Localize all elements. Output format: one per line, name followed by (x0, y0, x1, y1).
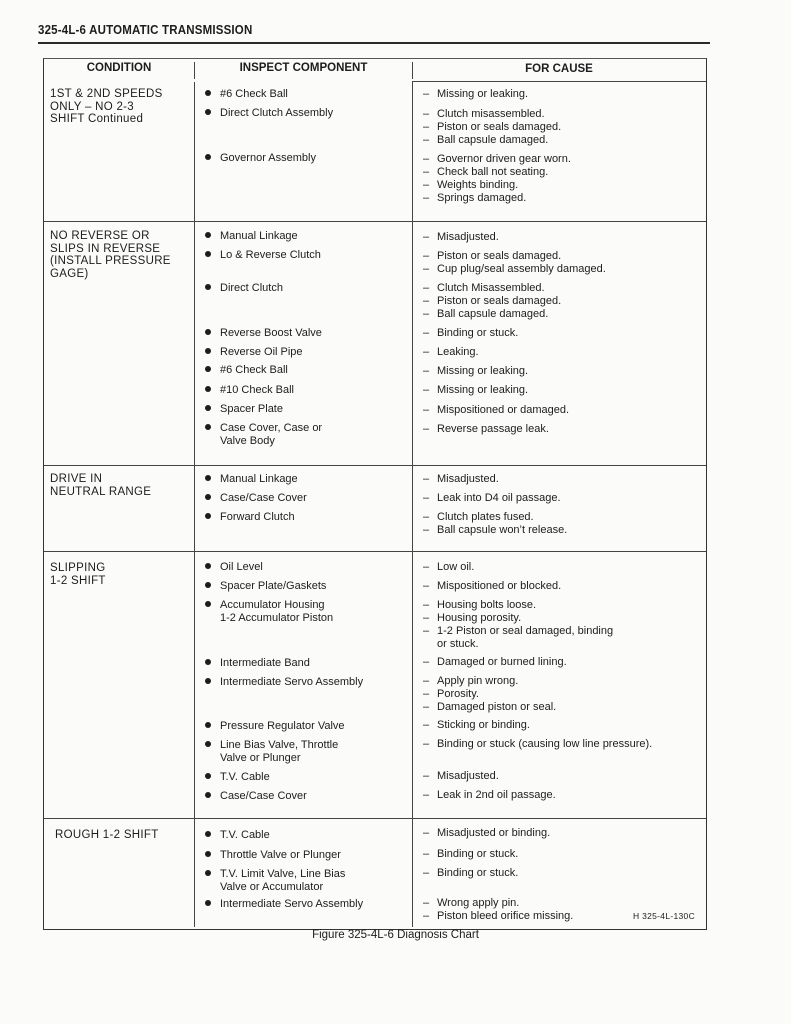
cause-item: – Ball capsule won’t release. (423, 524, 568, 536)
cause-item: – Piston or seals damaged. (423, 250, 562, 262)
cause-item: – Misadjusted. (423, 231, 499, 243)
section-divider (44, 465, 706, 466)
bullet-icon (205, 424, 211, 430)
cause-item: – Cup plug/seal assembly damaged. (423, 263, 606, 275)
component-item: Intermediate Band (205, 657, 310, 670)
cause-item: – Sticking or binding. (423, 719, 530, 731)
cause-item: – Misadjusted. (423, 770, 499, 782)
component-item: Oil Level (205, 561, 263, 574)
bullet-icon (205, 251, 211, 257)
component-item: Reverse Oil Pipe (205, 346, 303, 359)
component-item: Intermediate Servo Assembly (205, 676, 363, 689)
bullet-icon (205, 386, 211, 392)
cause-item: – Piston or seals damaged. (423, 295, 562, 307)
bullet-icon (205, 348, 211, 354)
component-item: Reverse Boost Valve (205, 327, 322, 340)
component-item: Line Bias Valve, Throttle Valve or Plunger (205, 739, 338, 764)
component-item: T.V. Limit Valve, Line Bias Valve or Accumulator (205, 868, 345, 893)
bullet-icon (205, 475, 211, 481)
component-item: T.V. Cable (205, 771, 270, 784)
component-item: Direct Clutch Assembly (205, 107, 333, 120)
bullet-icon (205, 563, 211, 569)
component-item: Case Cover, Case or Valve Body (205, 422, 322, 447)
cause-item: – Damaged piston or seal. (423, 701, 557, 713)
cause-item: – Binding or stuck. (423, 867, 519, 879)
cause-item: – Weights binding. (423, 179, 519, 191)
cause-item: – Missing or leaking. (423, 88, 529, 100)
figure-caption: Figure 325-4L-6 Diagnosis Chart (312, 929, 479, 941)
bullet-icon (205, 831, 211, 837)
cause-item: – Missing or leaking. (423, 365, 529, 377)
condition-cell: DRIVE IN NEUTRAL RANGE (50, 473, 152, 498)
bullet-icon (205, 109, 211, 115)
cause-item: – Binding or stuck. (423, 848, 519, 860)
cause-item: – Misadjusted. (423, 473, 499, 485)
condition-cell: ROUGH 1-2 SHIFT (55, 829, 159, 841)
column-divider-1-body (194, 82, 195, 927)
condition-cell: 1ST & 2ND SPEEDS ONLY – NO 2-3 SHIFT Continued (50, 88, 163, 125)
component-item: Throttle Valve or Plunger (205, 849, 341, 862)
condition-cell: SLIPPING 1-2 SHIFT (50, 562, 106, 587)
column-header-condition: CONDITION (86, 62, 152, 74)
component-item: T.V. Cable (205, 829, 270, 842)
component-item: Lo & Reverse Clutch (205, 249, 321, 262)
cause-item: – Low oil. (423, 561, 475, 573)
cause-item: – 1-2 Piston or seal damaged, binding or stuck. (423, 625, 614, 650)
bullet-icon (205, 773, 211, 779)
cause-item: – Housing porosity. (423, 612, 522, 624)
cause-item: – Housing bolts loose. (423, 599, 537, 611)
bullet-icon (205, 851, 211, 857)
bullet-icon (205, 870, 211, 876)
component-item: Pressure Regulator Valve (205, 720, 345, 733)
component-item: #6 Check Ball (205, 364, 288, 377)
header-rule (38, 42, 710, 44)
component-item: #10 Check Ball (205, 384, 294, 397)
cause-item: – Leaking. (423, 346, 479, 358)
cause-item: – Misadjusted or binding. (423, 827, 551, 839)
bullet-icon (205, 154, 211, 160)
bullet-icon (205, 232, 211, 238)
section-divider (44, 818, 706, 819)
cause-item: – Governor driven gear worn. (423, 153, 571, 165)
cause-item: – Leak into D4 oil passage. (423, 492, 561, 504)
page-header: 325-4L-6 AUTOMATIC TRANSMISSION (38, 23, 253, 37)
bullet-icon (205, 90, 211, 96)
cause-item: – Springs damaged. (423, 192, 527, 204)
component-item: Manual Linkage (205, 473, 298, 486)
condition-cell: NO REVERSE OR SLIPS IN REVERSE (INSTALL PRESSURE GAGE) (50, 230, 171, 280)
cause-item: – Wrong apply pin. (423, 897, 520, 909)
bullet-icon (205, 659, 211, 665)
bullet-icon (205, 741, 211, 747)
component-item: Spacer Plate (205, 403, 283, 416)
cause-item: – Binding or stuck. (423, 327, 519, 339)
figure-reference: H 325-4L-130C (633, 911, 696, 921)
component-item: #6 Check Ball (205, 88, 288, 101)
cause-item: – Clutch plates fused. (423, 511, 534, 523)
bullet-icon (205, 405, 211, 411)
component-item: Case/Case Cover (205, 492, 307, 505)
cause-item: – Check ball not seating. (423, 166, 549, 178)
cause-item: – Ball capsule damaged. (423, 308, 549, 320)
cause-item: – Missing or leaking. (423, 384, 529, 396)
cause-item: – Piston bleed orifice missing. (423, 910, 574, 922)
bullet-icon (205, 678, 211, 684)
bullet-icon (205, 582, 211, 588)
cause-item: – Clutch misassembled. (423, 108, 545, 120)
component-item: Governor Assembly (205, 152, 316, 165)
component-item: Forward Clutch (205, 511, 295, 524)
bullet-icon (205, 792, 211, 798)
cause-item: – Leak in 2nd oil passage. (423, 789, 556, 801)
column-header-rule (412, 81, 706, 82)
bullet-icon (205, 601, 211, 607)
bullet-icon (205, 284, 211, 290)
bullet-icon (205, 722, 211, 728)
cause-item: – Clutch Misassembled. (423, 282, 545, 294)
component-item: Case/Case Cover (205, 790, 307, 803)
component-item: Direct Clutch (205, 282, 283, 295)
bullet-icon (205, 494, 211, 500)
cause-item: – Mispositioned or damaged. (423, 404, 570, 416)
component-item: Manual Linkage (205, 230, 298, 243)
column-divider-2-body (412, 82, 413, 927)
cause-item: – Ball capsule damaged. (423, 134, 549, 146)
bullet-icon (205, 513, 211, 519)
cause-item: – Apply pin wrong. (423, 675, 519, 687)
section-divider (44, 221, 706, 222)
cause-item: – Porosity. (423, 688, 479, 700)
column-header-component: INSPECT COMPONENT (239, 62, 368, 74)
bullet-icon (205, 900, 211, 906)
cause-item: – Damaged or burned lining. (423, 656, 567, 668)
component-item: Intermediate Servo Assembly (205, 898, 363, 911)
cause-item: – Reverse passage leak. (423, 423, 549, 435)
component-item: Accumulator Housing 1-2 Accumulator Piston (205, 599, 333, 624)
cause-item: – Piston or seals damaged. (423, 121, 562, 133)
bullet-icon (205, 366, 211, 372)
column-header-cause: FOR CAUSE (525, 63, 593, 75)
cause-item: – Binding or stuck (causing low line pressure). (423, 738, 653, 750)
cause-item: – Mispositioned or blocked. (423, 580, 562, 592)
section-divider (44, 551, 706, 552)
component-item: Spacer Plate/Gaskets (205, 580, 326, 593)
bullet-icon (205, 329, 211, 335)
